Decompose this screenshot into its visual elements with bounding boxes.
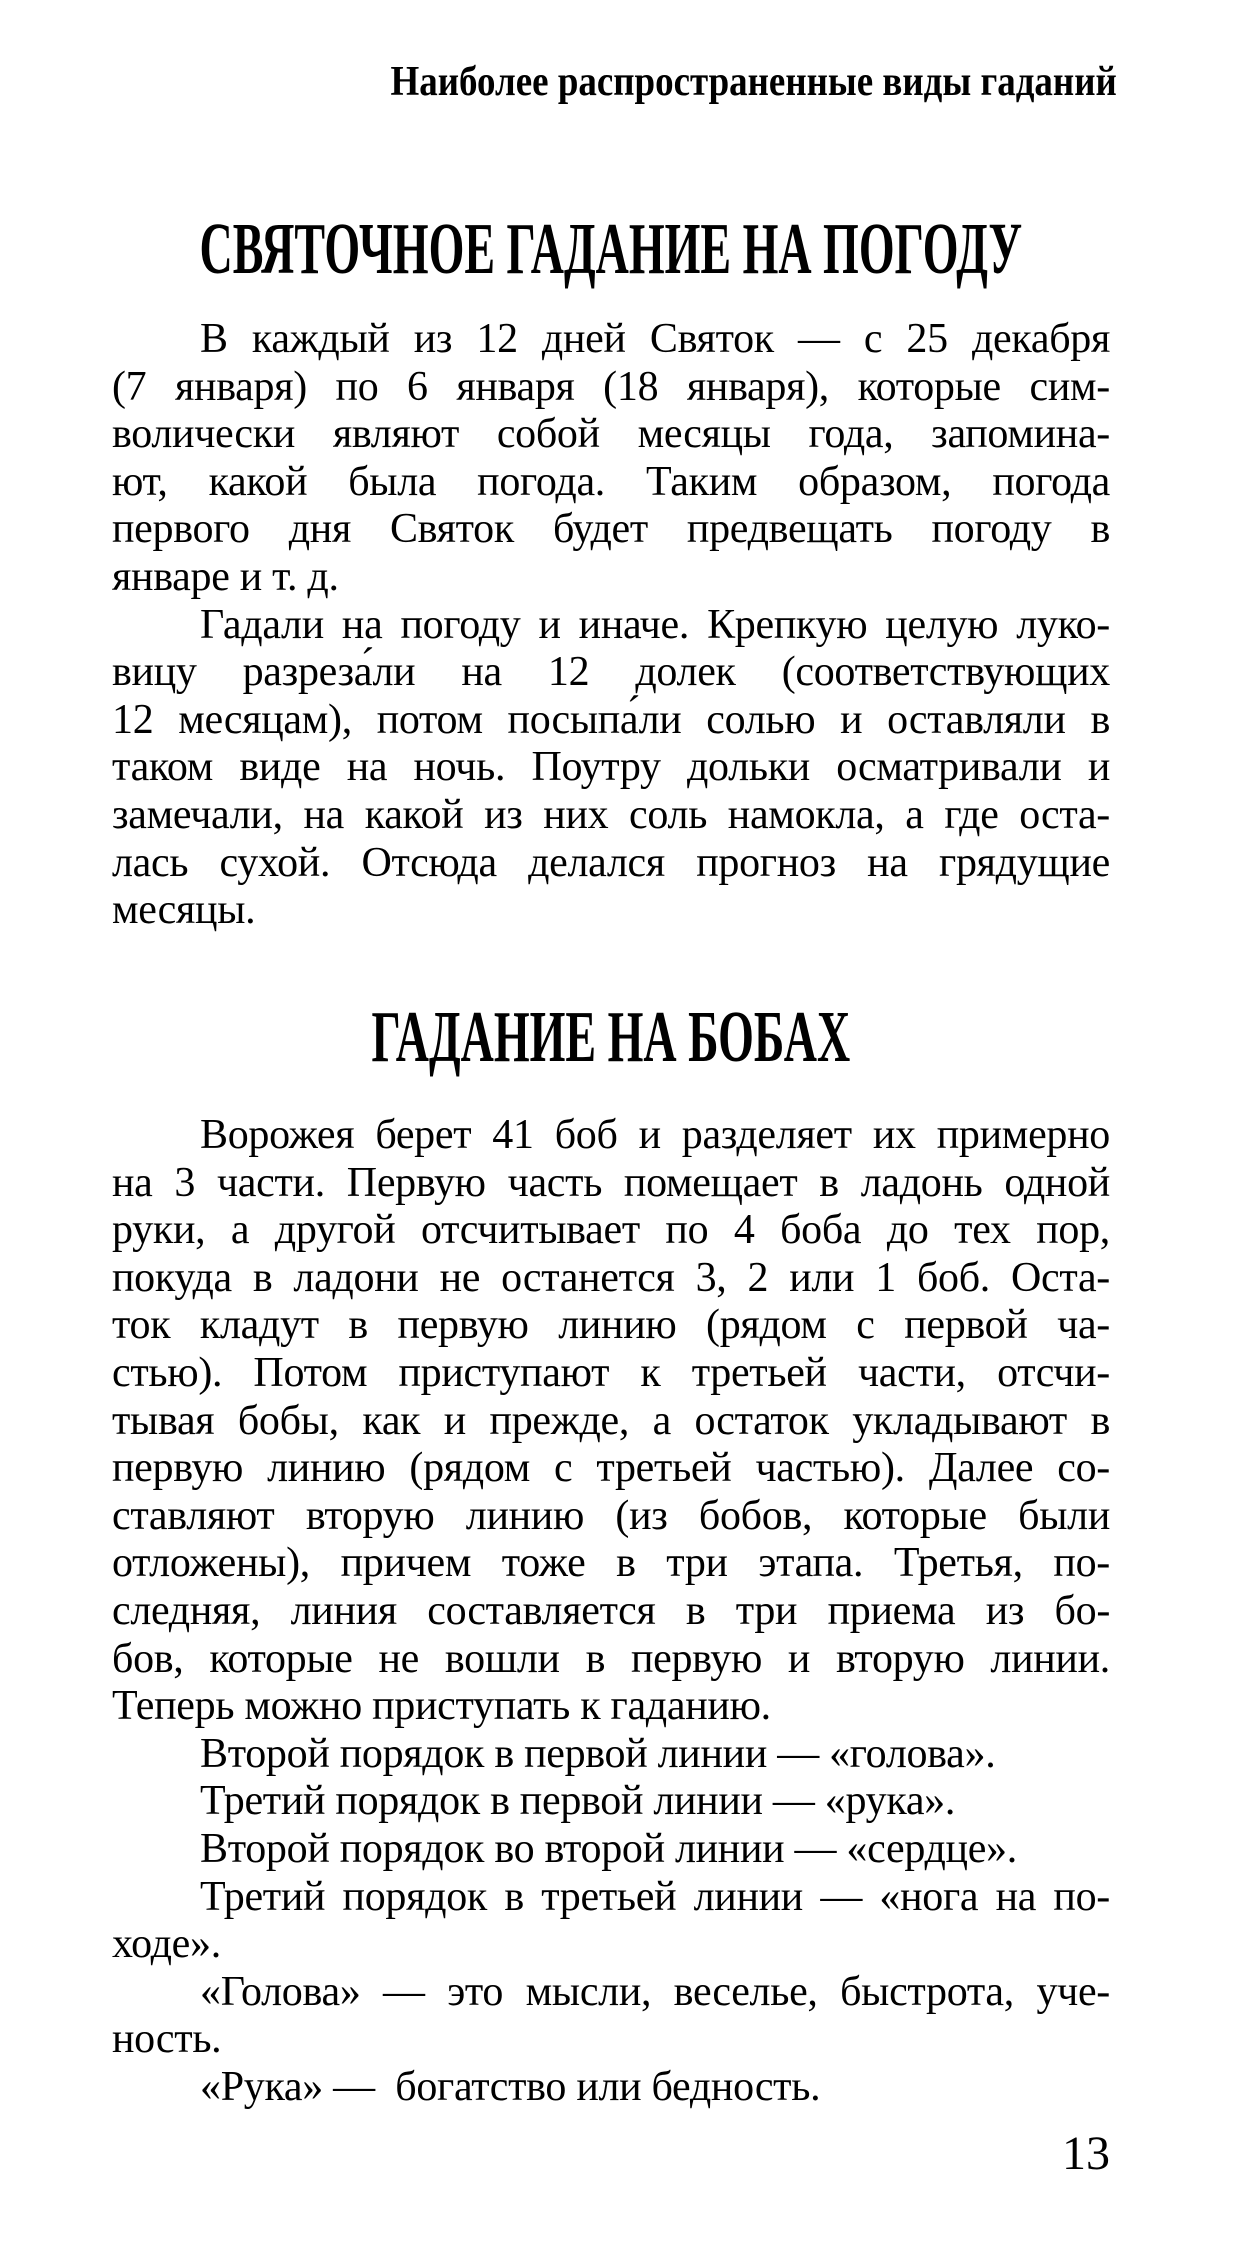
text-line: В каждый из 12 дней Святок — с 25 декабря <box>200 316 1110 362</box>
text-line: Третий порядок в первой линии — «рука». <box>200 1778 956 1825</box>
section-2-body <box>112 1112 1110 2111</box>
text-line: таком виде на ночь. Поутру дольки осматривали и <box>112 744 1110 791</box>
text-line: ходе». <box>112 1921 221 1968</box>
text-line: ют, какой была погода. Таким образом, погода <box>112 458 1110 505</box>
text-line: бов, которые не вошли в первую и вторую линии. <box>112 1635 1110 1682</box>
text-line: (7 января) по 6 января (18 января), которые сим- <box>112 363 1110 410</box>
section-1-body <box>112 316 1110 935</box>
text-line: отложены), причем тоже в три этапа. Третья, по- <box>112 1540 1110 1587</box>
text-line: замечали, на какой из них соль намокла, а где оста- <box>112 791 1110 838</box>
text-line: ставляют вторую линию (из бобов, которые были <box>112 1492 1110 1539</box>
text-line: на 3 части. Первую часть помещает в ладонь одной <box>112 1159 1110 1206</box>
section-heading-svyatochnoe <box>112 208 1110 289</box>
text-line: первого дня Святок будет предвещать погоду в <box>112 506 1110 553</box>
text-line: лась сухой. Отсюда делался прогноз на грядущие <box>112 839 1110 886</box>
text-line: месяцы. <box>112 887 256 934</box>
running-head <box>250 58 1257 106</box>
text-line: «Рука» — богатство или бедность. <box>200 2063 821 2110</box>
page-number: 13 <box>1062 2127 1110 2180</box>
text-line: следняя, линия составляется в три приема из бо- <box>112 1587 1110 1634</box>
text-line: ность. <box>112 2016 222 2063</box>
text-line: Ворожея берет 41 боб и разделяет их примерно <box>200 1112 1110 1158</box>
text-line: январе и т. д. <box>112 553 339 600</box>
text-line: Второй порядок в первой линии — «голова». <box>200 1730 996 1777</box>
text-line: Второй порядок во второй линии — «сердце». <box>200 1825 1017 1872</box>
text-line: ток кладут в первую линию (рядом с первой ча- <box>112 1302 1110 1349</box>
text-line: Теперь можно приступать к гаданию. <box>112 1683 771 1730</box>
text-line: тывая бобы, как и прежде, а остаток укладывают в <box>112 1397 1110 1444</box>
text-line: стью). Потом приступают к третьей части, отсчи- <box>112 1349 1110 1396</box>
section-heading-1-text: СВЯТОЧНОЕ ГАДАНИЕ НА ПОГОДУ <box>199 208 1023 289</box>
text-line: Третий порядок в третьей линии — «нога на по- <box>200 1873 1110 1920</box>
text-line: руки, а другой отсчитывает по 4 боба до тех пор, <box>112 1207 1110 1254</box>
running-head-text: Наиболее распространенные виды гаданий <box>390 59 1117 105</box>
text-line: первую линию (рядом с третьей частью). Далее со- <box>112 1445 1110 1492</box>
text-line: вицу разреза́ли на 12 долек (соответствующих <box>112 649 1110 696</box>
text-line: Гадали на погоду и иначе. Крепкую целую луко- <box>200 601 1110 648</box>
section-heading-2-text: ГАДАНИЕ НА БОБАХ <box>371 996 851 1077</box>
text-line: волически являют собой месяцы года, запомина- <box>112 411 1110 458</box>
section-heading-boby <box>112 996 1110 1077</box>
text-line: покуда в ладони не останется 3, 2 или 1 боб. Оста- <box>112 1254 1110 1301</box>
text-line: 12 месяцам), потом посыпа́ли солью и оставляли в <box>112 696 1110 743</box>
text-line: «Голова» — это мысли, веселье, быстрота, уче- <box>200 1968 1110 2015</box>
